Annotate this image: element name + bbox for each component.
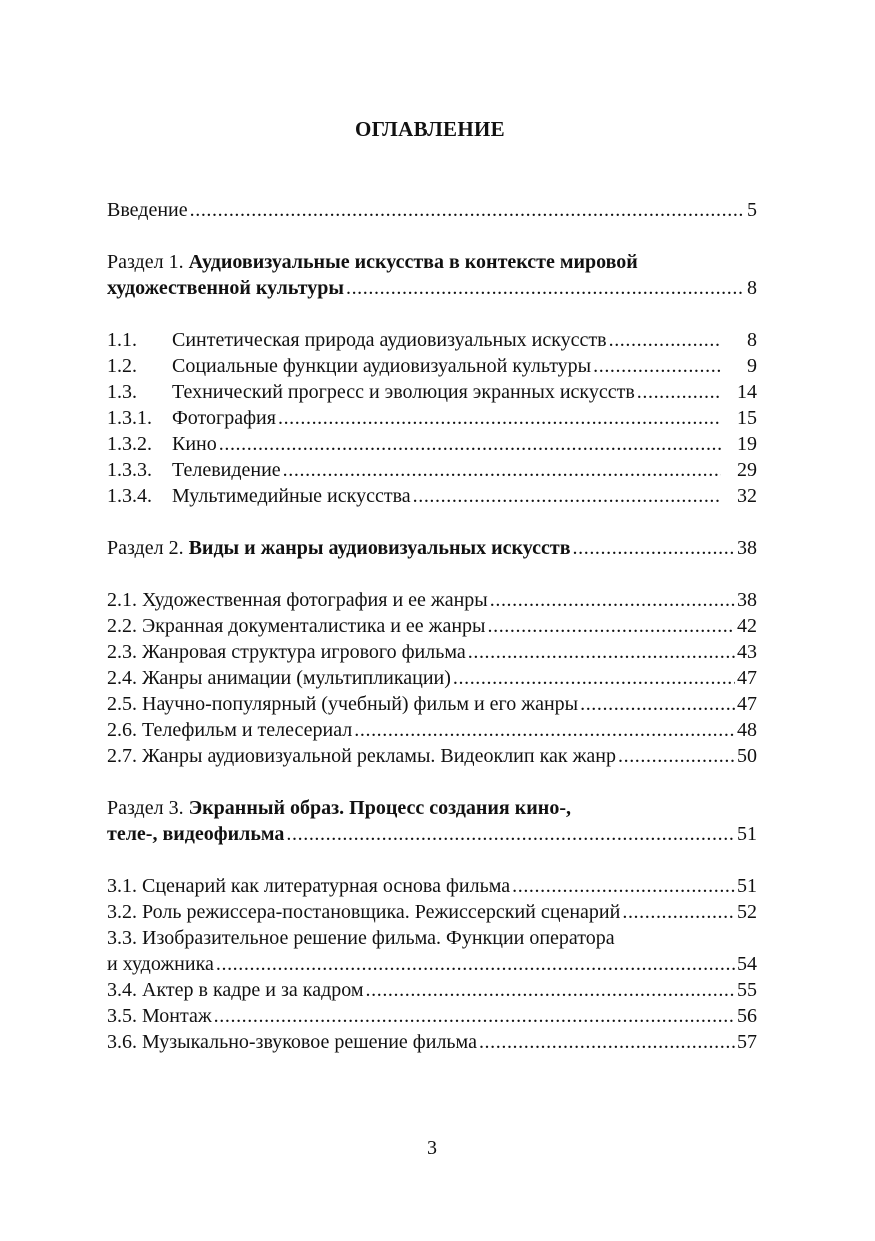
toc-entry-line1 [107, 925, 757, 951]
toc-entry [107, 977, 757, 1003]
toc-entry [107, 717, 757, 743]
section-title: Виды и жанры аудиовизуальных искусств [188, 537, 571, 559]
dot-leader [637, 379, 721, 405]
dot-leader [573, 535, 735, 561]
dot-leader [283, 457, 721, 483]
toc-entry-label: 2.1. Художественная фотография и ее жанры [107, 589, 488, 611]
toc-subentry-number: 1.1. [107, 329, 137, 351]
toc-section-2 [107, 535, 757, 561]
toc-subentry [107, 379, 757, 405]
dot-leader [413, 483, 721, 509]
toc-subentry-label: Технический прогресс и эволюция экранных искусств [172, 381, 635, 403]
toc-subentry-number: 1.2. [107, 355, 137, 377]
dot-leader [580, 691, 735, 717]
toc-entry [107, 691, 757, 717]
toc-entry-page: 19 [737, 433, 757, 455]
toc-entry [107, 743, 757, 769]
section-prefix: Раздел 2. [107, 537, 184, 559]
toc-entry [107, 665, 757, 691]
toc-entry-label: 3.1. Сценарий как литературная основа фильма [107, 875, 511, 897]
section-prefix: Раздел 1. [107, 251, 189, 273]
toc-entry-page: 56 [737, 1005, 757, 1027]
dot-leader [366, 977, 735, 1003]
toc-subentry [107, 353, 757, 379]
toc-section-1-line1 [107, 249, 757, 275]
dot-leader [278, 405, 721, 431]
toc-entry-label-continued: и художника [107, 953, 214, 975]
toc-entry-page: 38 [737, 537, 757, 559]
toc-entry-label: 2.5. Научно-популярный (учебный) фильм и его жанры [107, 693, 579, 715]
toc-entry-page: 9 [747, 355, 757, 377]
toc-subentry-label: Синтетическая природа аудиовизуальных искусств [172, 329, 607, 351]
dot-leader [488, 613, 736, 639]
section-prefix: Раздел 3. [107, 797, 189, 819]
dot-leader [219, 431, 721, 457]
toc-entry-page: 47 [737, 693, 757, 715]
toc-entry-label: 3.2. Роль режиссера-постановщика. Режиссерский сценарий [107, 901, 621, 923]
toc-entry-label: 2.3. Жанровая структура игрового фильма [107, 641, 466, 663]
toc-subentry-number: 1.3.2. [107, 433, 152, 455]
toc-entry-intro [107, 197, 757, 223]
toc-subentry-label: Фотография [172, 407, 276, 429]
toc-entry-label: 3.4. Актер в кадре и за кадром [107, 979, 364, 1001]
toc-entry [107, 613, 757, 639]
toc-subentry [107, 405, 757, 431]
toc-subentry [107, 327, 757, 353]
toc-subentry-label: Кино [172, 433, 217, 455]
section-title: Аудиовизуальные искусства в контексте мировой [188, 251, 638, 273]
toc-subentry [107, 483, 757, 509]
toc-entry-page: 50 [737, 745, 757, 767]
toc-entry-label: 3.6. Музыкально-звуковое решение фильма [107, 1031, 477, 1053]
toc-entry-page: 51 [737, 875, 757, 897]
section-title: Экранный образ. Процесс создания кино-, [188, 797, 571, 819]
dot-leader [618, 743, 735, 769]
toc-entry-page: 52 [737, 901, 757, 923]
toc-subentry-number: 1.3.3. [107, 459, 152, 481]
toc-entry-label: 2.4. Жанры анимации (мультипликации) [107, 667, 451, 689]
toc-entry-page: 29 [737, 459, 757, 481]
toc-entry-label: 2.2. Экранная документалистика и ее жанры [107, 615, 486, 637]
dot-leader [354, 717, 735, 743]
toc-entry-page: 15 [737, 407, 757, 429]
toc-entry [107, 873, 757, 899]
dot-leader [453, 665, 735, 691]
toc-entry-label: 2.7. Жанры аудиовизуальной рекламы. Видеоклип как жанр [107, 745, 616, 767]
toc-entry-label: 3.3. Изобразительное решение фильма. Функции оператора [107, 927, 615, 949]
toc-entry-page: 8 [747, 329, 757, 351]
toc-entry [107, 1029, 757, 1055]
dot-leader [216, 951, 735, 977]
toc-entry-page: 48 [737, 719, 757, 741]
dot-leader [479, 1029, 735, 1055]
toc-entry-label: 2.6. Телефильм и телесериал [107, 719, 353, 741]
toc-entry-label: Введение [107, 199, 188, 221]
toc-entry-page: 55 [737, 979, 757, 1001]
section-title-continued: теле-, видеофильма [107, 823, 285, 845]
toc-entry-page: 43 [737, 641, 757, 663]
toc-entry-page: 38 [737, 589, 757, 611]
toc-entry-page: 57 [737, 1031, 757, 1053]
table-of-contents [107, 197, 757, 1055]
toc-entry-page: 5 [747, 199, 757, 221]
toc-entry-label: 3.5. Монтаж [107, 1005, 212, 1027]
toc-subentry [107, 457, 757, 483]
toc-entry-page: 14 [737, 381, 757, 403]
toc-section-1-line2 [107, 275, 757, 301]
toc-subentry-number: 1.3.1. [107, 407, 152, 429]
toc-entry [107, 639, 757, 665]
dot-leader [346, 275, 745, 301]
dot-leader [593, 353, 721, 379]
toc-entry [107, 899, 757, 925]
toc-section-3-line1 [107, 795, 757, 821]
dot-leader [622, 899, 735, 925]
page-number: 3 [427, 1137, 437, 1159]
section-title-continued: художественной культуры [107, 277, 344, 299]
dot-leader [490, 587, 735, 613]
toc-subentry-label: Мультимедийные искусства [172, 485, 411, 507]
toc-entry-page: 42 [737, 615, 757, 637]
toc-entry-page: 32 [737, 485, 757, 507]
toc-subentry [107, 431, 757, 457]
dot-leader [190, 197, 745, 223]
dot-leader [214, 1003, 735, 1029]
toc-entry [107, 587, 757, 613]
toc-subentry-label: Социальные функции аудиовизуальной культуры [172, 355, 592, 377]
page-title: ОГЛАВЛЕНИЕ [355, 117, 505, 141]
dot-leader [468, 639, 735, 665]
toc-subentry-label: Телевидение [172, 459, 281, 481]
toc-entry-page: 51 [737, 823, 757, 845]
toc-entry-line2 [107, 951, 757, 977]
toc-subentry-number: 1.3.4. [107, 485, 152, 507]
toc-entry-page: 54 [737, 953, 757, 975]
toc-entry-page: 47 [737, 667, 757, 689]
toc-section-3-line2 [107, 821, 757, 847]
toc-subentry-number: 1.3. [107, 381, 137, 403]
dot-leader [609, 327, 721, 353]
dot-leader [286, 821, 735, 847]
toc-entry-page: 8 [747, 277, 757, 299]
toc-entry [107, 1003, 757, 1029]
dot-leader [512, 873, 735, 899]
